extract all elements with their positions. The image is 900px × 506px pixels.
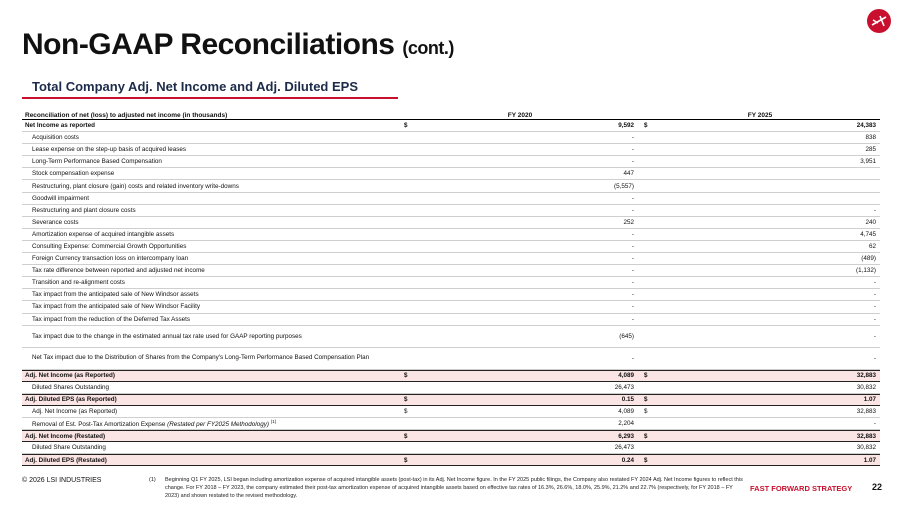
fy2020-value: -: [631, 315, 634, 323]
fy2020-value: 4,089: [618, 372, 634, 380]
fy2025-value: (489): [861, 255, 876, 263]
fy2025-value: (1,132): [856, 267, 876, 275]
fy2020-value: -: [631, 291, 634, 299]
table-row: [22, 156, 880, 168]
row-label-text: Tax rate difference between reported and adjusted net income: [32, 267, 205, 275]
fy2020-value: -: [631, 230, 634, 238]
fy2025-value: 62: [868, 242, 876, 250]
row-label-italic: (Restated per FY2025 Methodology): [167, 421, 269, 429]
table-header: [22, 108, 880, 120]
fy2025-value: 32,883: [856, 407, 876, 415]
fy2020-value: -: [631, 242, 634, 250]
fy2020-value: -: [631, 255, 634, 263]
row-label: [22, 243, 400, 250]
table-row: [22, 394, 880, 406]
table-row: [22, 326, 880, 348]
reconciliation-table: [22, 108, 880, 466]
fy2020-value: -: [631, 303, 634, 311]
row-label: [22, 158, 400, 165]
row-label: [22, 170, 400, 177]
row-label: [22, 183, 400, 190]
header-fy2020: FY 2020: [507, 112, 533, 119]
row-label-text: Tax impact from the reduction of the Deferred Tax Assets: [32, 315, 191, 323]
fy2025-value: -: [873, 206, 876, 214]
table-row: [22, 301, 880, 313]
row-label: [22, 396, 400, 403]
table-row: [22, 241, 880, 253]
fy2025-value: 838: [865, 134, 876, 142]
row-label: [22, 333, 400, 340]
row-label-text: Restructuring and plant closure costs: [32, 206, 136, 214]
header-label: Reconciliation of net (loss) to adjusted net income (in thousands): [25, 112, 228, 119]
fy2025-value: -: [873, 303, 876, 311]
row-label: [22, 419, 400, 428]
row-label: [22, 372, 400, 379]
fy2020-currency: $: [404, 456, 408, 464]
table-row: [22, 120, 880, 132]
row-label-text: Adj. Diluted EPS (Restated): [25, 456, 107, 464]
table-row: [22, 406, 880, 418]
fy2025-value: 1.07: [863, 396, 876, 404]
fy2020-value: -: [631, 146, 634, 154]
table-row: [22, 205, 880, 217]
row-label: [22, 408, 400, 415]
fy2020-value: 0.15: [621, 396, 634, 404]
fy2025-value: -: [873, 315, 876, 323]
row-label-text: Tax impact due to the change in the estimated annual tax rate used for GAAP reporting purposes: [32, 332, 302, 340]
row-label: [22, 231, 400, 238]
page-number: 22: [872, 482, 883, 492]
heading-rule: [22, 97, 398, 99]
table-row: [22, 193, 880, 205]
row-label: [22, 457, 400, 464]
row-label: [22, 267, 400, 274]
table-row: [22, 430, 880, 442]
fy2020-value: -: [631, 279, 634, 287]
copyright: © 2026 LSI INDUSTRIES: [22, 477, 102, 484]
row-label-text: Acquisition costs: [32, 134, 79, 142]
row-label: [22, 291, 400, 298]
fy2025-value: 32,883: [856, 432, 876, 440]
fy2020-currency: $: [404, 122, 408, 130]
fy2025-value: -: [873, 420, 876, 428]
row-label-text: Net Income as reported: [25, 122, 95, 130]
table-row: [22, 132, 880, 144]
table-row: [22, 382, 880, 394]
row-label-text: Diluted Shares Outstanding: [32, 383, 110, 391]
table-row: [22, 229, 880, 241]
fy2020-value: 9,592: [618, 122, 634, 130]
table-row: [22, 217, 880, 229]
row-label-text: Stock compensation expense: [32, 170, 115, 178]
row-label: [22, 207, 400, 214]
table-row: [22, 144, 880, 156]
row-label-text: Tax impact from the anticipated sale of New Windsor assets: [32, 291, 199, 299]
table-row: [22, 454, 880, 466]
fy2025-currency: $: [644, 372, 648, 380]
fy2020-currency: $: [404, 396, 408, 404]
table-body: [22, 120, 880, 466]
fy2025-value: 285: [865, 146, 876, 154]
fy2020-value: -: [631, 354, 634, 362]
fy2020-value: 252: [623, 218, 634, 226]
table-row: [22, 289, 880, 301]
fy2025-value: 30,832: [856, 444, 876, 452]
section-heading: Total Company Adj. Net Income and Adj. Diluted EPS: [32, 79, 358, 94]
table-row: [22, 180, 880, 192]
fy2020-value: 26,473: [614, 383, 634, 391]
table-row: [22, 277, 880, 289]
page-title-suffix: (cont.): [402, 38, 454, 58]
table-row: [22, 370, 880, 382]
fy2020-value: 6,293: [618, 432, 634, 440]
fy2025-value: -: [873, 279, 876, 287]
fy2025-currency: $: [644, 456, 648, 464]
fy2020-currency: $: [404, 372, 408, 380]
table-row: [22, 348, 880, 370]
table-row: [22, 265, 880, 277]
row-label-text: Long-Term Performance Based Compensation: [32, 158, 162, 166]
footnote-mark: (1): [149, 477, 156, 483]
fy2025-value: 240: [865, 218, 876, 226]
table-row: [22, 314, 880, 326]
row-label: [22, 134, 400, 141]
fy2020-value: 0.24: [621, 456, 634, 464]
row-label-text: Adj. Net Income (as Reported): [32, 407, 118, 415]
row-label: [22, 195, 400, 202]
fy2025-currency: $: [644, 407, 648, 415]
fy2020-value: -: [631, 267, 634, 275]
row-label: [22, 122, 400, 129]
row-label-text: Adj. Net Income (Restated): [25, 432, 106, 440]
fy2020-value: -: [631, 194, 634, 202]
fy2025-value: -: [873, 354, 876, 362]
row-label-text: Net Tax impact due to the Distribution of Shares from the Company's Long-Term Performance Based Compensation Plan: [32, 354, 370, 362]
fy2025-value: 1.07: [863, 456, 876, 464]
page-title-text: Non-GAAP Reconciliations: [22, 28, 395, 61]
table-row: [22, 253, 880, 265]
header-fy2025: FY 2025: [747, 112, 773, 119]
fy2020-currency: $: [404, 432, 408, 440]
fy2025-currency: $: [644, 432, 648, 440]
row-label-text: Amortization expense of acquired intangible assets: [32, 230, 175, 238]
table-row: [22, 418, 880, 430]
table-row: [22, 442, 880, 454]
fy2020-value: 447: [623, 170, 634, 178]
fy2020-value: 4,089: [618, 407, 634, 415]
row-label: [22, 444, 400, 451]
row-label: [22, 384, 400, 391]
row-label-text: Adj. Diluted EPS (as Reported): [25, 396, 117, 404]
row-label-text: Adj. Net Income (as Reported): [25, 372, 115, 380]
row-label: [22, 316, 400, 323]
fy2020-value: -: [631, 206, 634, 214]
row-label-text: Foreign Currency transaction loss on intercompany loan: [32, 255, 189, 263]
row-label: [22, 303, 400, 310]
row-label-text: Transition and re-alignment costs: [32, 279, 125, 287]
row-label-text: Restructuring, plant closure (gain) costs and related inventory write-downs: [32, 182, 239, 190]
row-label-text: Consulting Expense: Commercial Growth Opportunities: [32, 242, 187, 250]
fy2025-currency: $: [644, 122, 648, 130]
fy2020-value: 2,204: [618, 420, 634, 428]
footnote: Beginning Q1 FY 2025, LSI began including amortization expense of acquired intangible assets (post-tax) in its Adj. Net Income figure. In the FY 2025 public filings, the Company also restated FY 2024 Adj. Net Income figures to reflect this change. For FY 2018 – FY 2023, the company estimated their post-tax amortization expense of acquired intangible assets based on effective tax rates of 16.3%, 26.6%, 18.0%, 25.9%, 21.2% and 22.7% (respectively, for FY 2018 – FY 2023) and shown restated to the revised methodology.: [165, 477, 743, 499]
fy2020-value: (5,557): [614, 182, 634, 190]
row-label-text: Diluted Share Outstanding: [32, 444, 106, 452]
row-label: [22, 279, 400, 286]
fy2025-value: 4,745: [860, 230, 876, 238]
row-label: [22, 433, 400, 440]
fy2020-value: -: [631, 158, 634, 166]
fy2025-value: 24,383: [856, 122, 876, 130]
row-label: [22, 219, 400, 226]
page-title: [22, 28, 454, 62]
row-label-text: Severance costs: [32, 218, 79, 226]
row-label: [22, 146, 400, 153]
table-row: [22, 168, 880, 180]
row-label-text: Tax impact from the anticipated sale of New Windsor Facility: [32, 303, 200, 311]
row-label-text: Goodwill impairment: [32, 194, 90, 202]
row-label-text: Lease expense on the step-up basis of acquired leases: [32, 146, 187, 154]
row-label-text: Removal of Est. Post-Tax Amortization Expense: [32, 421, 166, 429]
lsi-logo: [866, 8, 892, 34]
fy2025-value: 30,832: [856, 383, 876, 391]
fy2020-value: -: [631, 134, 634, 142]
fy2025-value: 32,883: [856, 372, 876, 380]
footnote-ref: (1): [270, 418, 277, 424]
fy2020-value: (645): [619, 332, 634, 340]
row-label: [22, 354, 400, 362]
fy2025-value: 3,951: [860, 158, 876, 166]
fy2025-value: -: [873, 332, 876, 340]
fy2025-value: -: [873, 291, 876, 299]
fy2020-currency: $: [404, 407, 408, 415]
row-label: [22, 255, 400, 262]
fy2020-value: 26,473: [614, 444, 634, 452]
fy2025-currency: $: [644, 396, 648, 404]
tagline: FAST FORWARD STRATEGY: [750, 484, 853, 493]
